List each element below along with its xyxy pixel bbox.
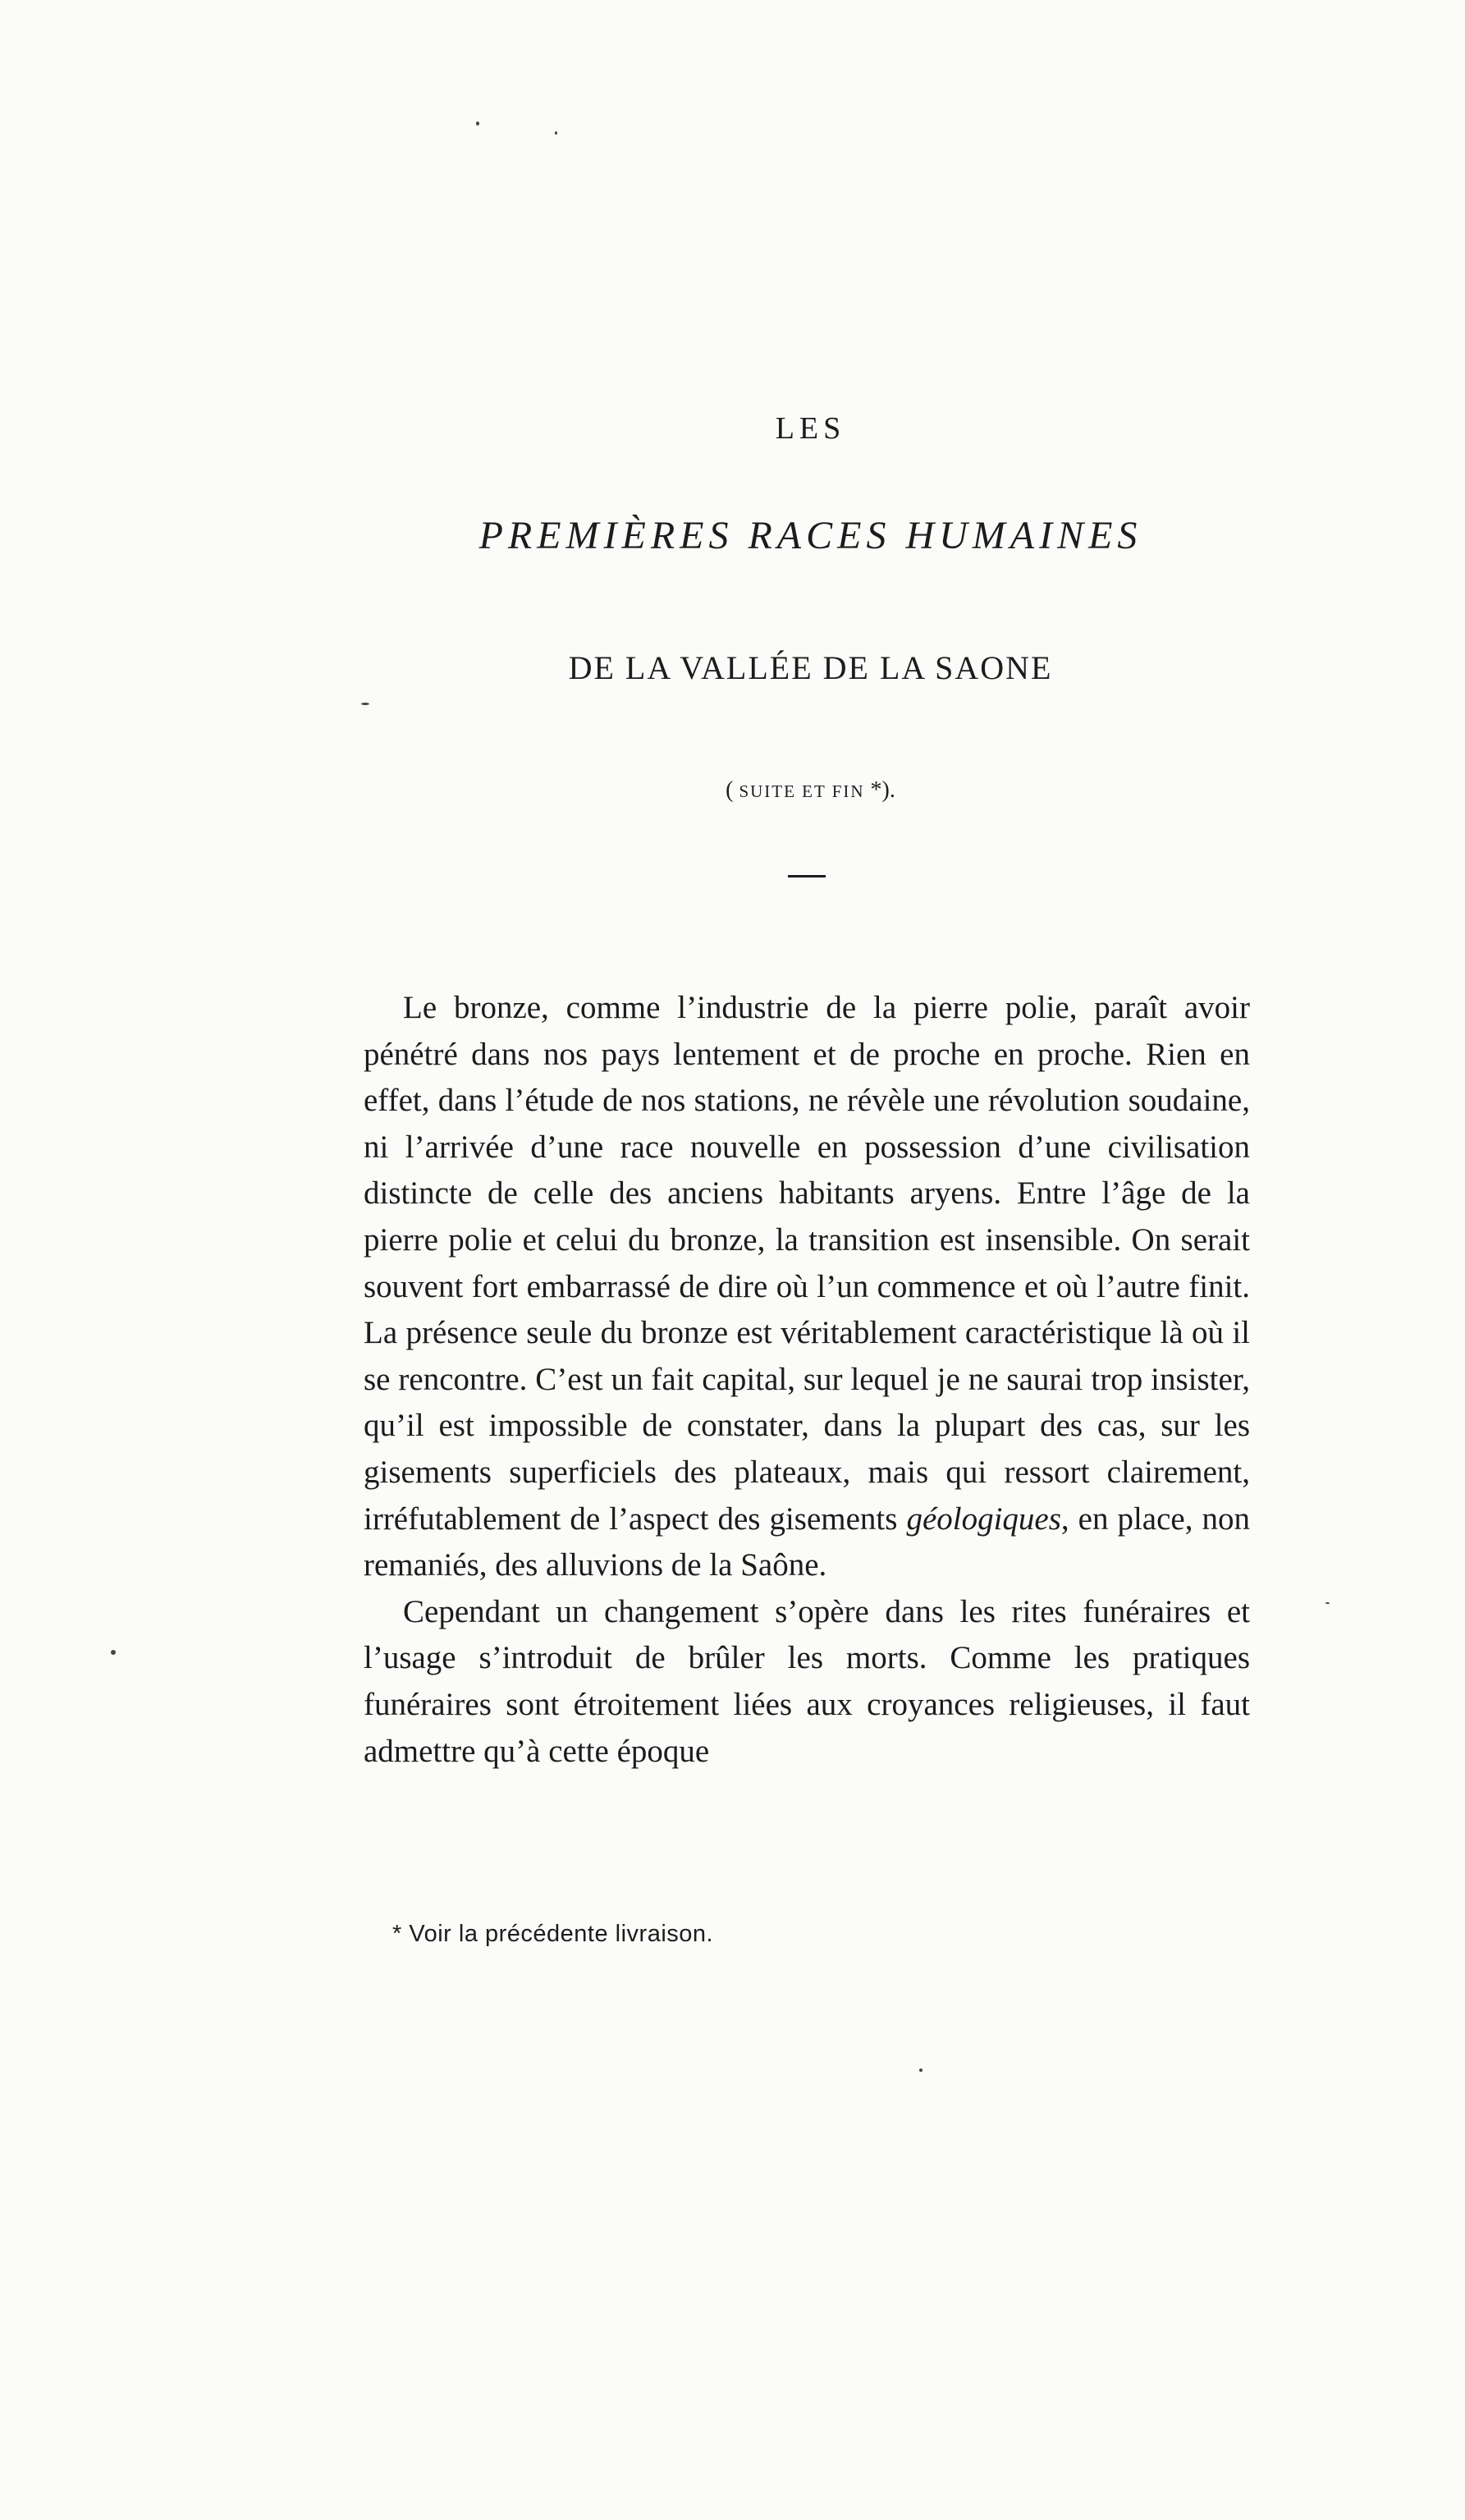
- body-text: [364, 985, 1250, 1775]
- footnote: * Voir la précédente livraison.: [392, 1921, 714, 1947]
- continuation-note: [0, 777, 1465, 804]
- continuation-close: *).: [864, 777, 895, 803]
- continuation-text: SUITE ET FIN: [739, 781, 865, 801]
- ink-speck: [476, 121, 479, 126]
- ink-speck: [111, 1650, 116, 1655]
- paragraph-1: [364, 985, 1250, 1589]
- subtitle: DE LA VALLÉE DE LA SAONE: [568, 649, 1053, 686]
- paragraph-1-text: Le bronze, comme l’industrie de la pierre polie, paraît avoir pénétré dans nos pays lentement et de proche en proche. Rien en effet, dans l’étude de nos stations, ne révèle une révolution soudaine, ni l’arrivée d’une race nouvelle en possession d’une civilisation distincte de celle des anciens habitants aryens. Entre l’âge de la pierre polie et celui du bronze, la transition est insensible. On serait souvent fort embarrassé de dire où l’un commence et où l’autre finit. La présence seule du bronze est véritablement caractéristique là où il se rencontre. C’est un fait capital, sur lequel je ne saurai trop insister, qu’il est impossible de constater, dans la plupart des cas, sur les gisements superficiels des plateaux, mais qui ressort clairement, irréfutablement de l’aspect des gisements: [364, 990, 1250, 1537]
- ink-speck: [555, 131, 557, 135]
- ink-speck: [1325, 1602, 1330, 1604]
- separator-rule: [788, 875, 826, 877]
- paragraph-1-end: , en place, non remaniés, des alluvions de la Saône.: [364, 1501, 1250, 1583]
- title-les: LES: [775, 411, 846, 446]
- ink-speck: [919, 2069, 922, 2072]
- continuation-open: (: [726, 777, 739, 803]
- ink-speck: [361, 703, 369, 705]
- main-title: PREMIÈRES RACES HUMAINES: [478, 514, 1142, 557]
- paragraph-1-italic: géologiques: [906, 1501, 1061, 1537]
- paragraph-2: Cependant un changement s’opère dans les rites funéraires et l’usage s’introduit de brûler les morts. Comme les pratiques funéraires sont étroitement liées aux croyances religieuses, il faut admettre qu’à cette époque: [364, 1593, 1250, 1769]
